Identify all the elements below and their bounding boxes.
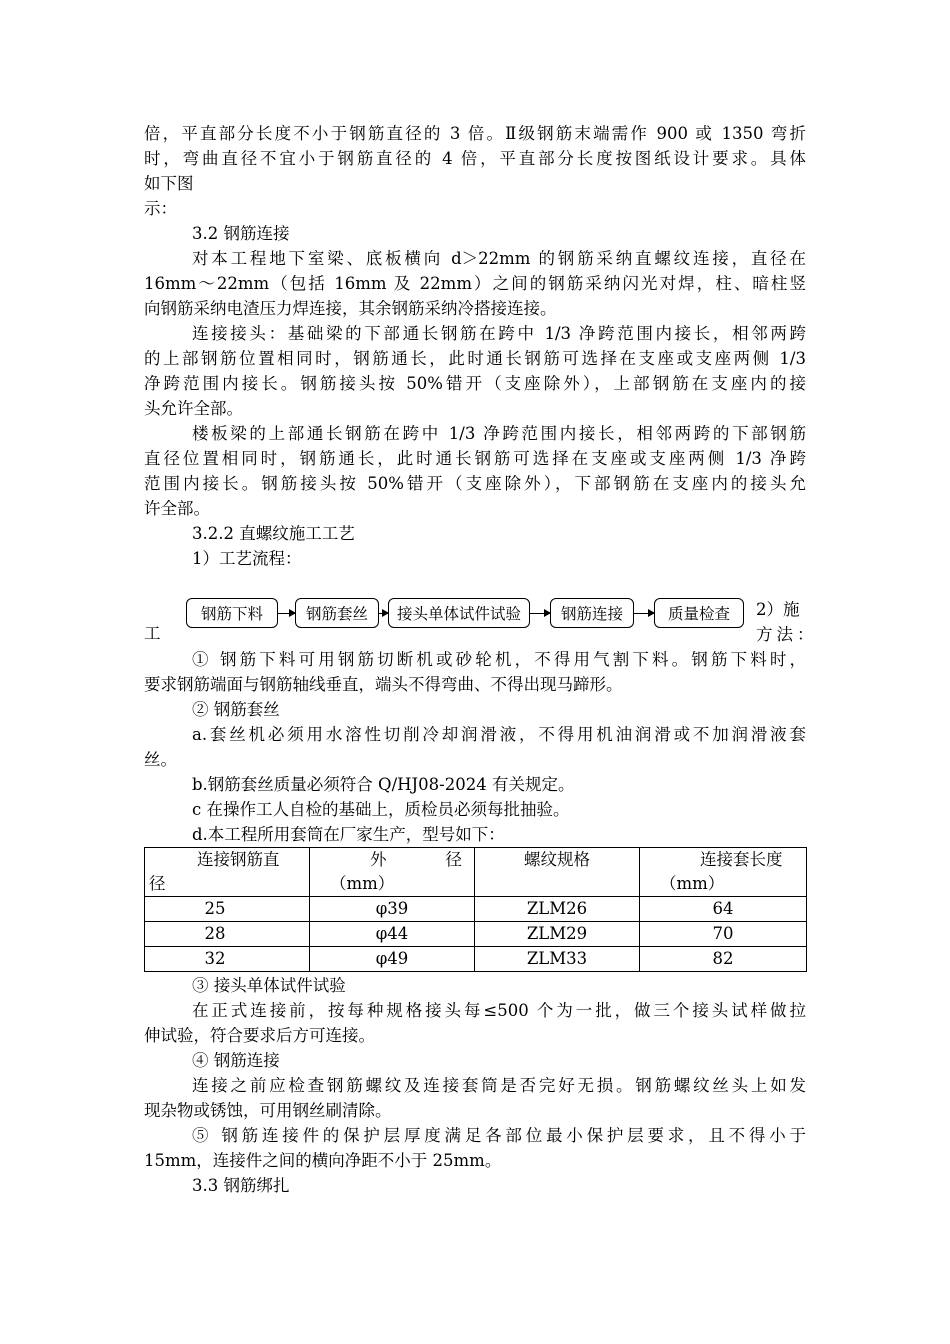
paragraph-line: 现杂物或锈蚀，可用钢丝刷清除。: [144, 1101, 392, 1120]
paragraph-line: ① 钢筋下料可用钢筋切断机或砂轮机，不得用气割下料。钢筋下料时，: [192, 650, 806, 669]
subsection-heading: ② 钢筋套丝: [192, 700, 280, 719]
paragraph-line: a.套丝机必须用水溶性切削冷却润滑液，不得用机油润滑或不加润滑液套: [192, 725, 806, 744]
table-cell: 64: [640, 897, 807, 922]
table-header-cell: [475, 848, 640, 897]
sleeve-spec-table: [144, 847, 807, 972]
paragraph-line: 许全部。: [144, 499, 210, 518]
paragraph-line: 净跨范围内接长。钢筋接头按 50%错开（支座除外），上部钢筋在支座内的接: [144, 374, 806, 393]
header-text: （mm）: [660, 874, 725, 893]
section-heading: 3.2.2 直螺纹施工工艺: [192, 524, 355, 543]
table-header-cell: [310, 848, 475, 897]
flow-step: 钢筋下料: [186, 598, 278, 628]
flow-arrow-icon: [379, 613, 388, 614]
flow-step: 质量检查: [654, 598, 744, 628]
paragraph-line: 16mm～22mm（包括 16mm 及 22mm）之间的钢筋采纳闪光对焊，柱、暗柱竖: [144, 274, 806, 293]
table-row: [145, 947, 807, 972]
header-text: [314, 848, 470, 872]
subsection-heading: ④ 钢筋连接: [192, 1051, 280, 1070]
side-text-left: 工: [144, 624, 161, 643]
paragraph-line: ⑤ 钢筋连接件的保护层厚度满足各部位最小保护层要求，且不得小于: [192, 1126, 806, 1145]
paragraph-line: 伸试验，符合要求后方可连接。: [144, 1026, 375, 1045]
flow-arrow-icon: [634, 613, 654, 614]
paragraph-line: 的上部钢筋位置相同时，钢筋通长，此时通长钢筋可选择在支座或支座两侧 1/3: [144, 349, 806, 368]
header-text: 外: [370, 850, 387, 869]
table-cell: φ39: [310, 897, 475, 922]
flow-step: 钢筋连接: [550, 598, 634, 628]
paragraph-line: 时，弯曲直径不宜小于钢筋直径的 4 倍，平直部分长度按图纸设计要求。具体: [144, 149, 806, 168]
paragraph-line: 在正式连接前，按每种规格接头每≤500 个为一批，做三个接头试样做拉: [192, 1001, 806, 1020]
table-cell: 32: [145, 947, 310, 972]
paragraph-line: b.钢筋套丝质量必须符合 Q/HJ08-2024 有关规定。: [192, 775, 575, 794]
table-header-cell: [640, 848, 807, 897]
flow-step: 接头单体试件试验: [388, 598, 530, 628]
flow-arrow-icon: [278, 613, 295, 614]
table-cell: ZLM29: [475, 922, 640, 947]
subsection-heading: ③ 接头单体试件试验: [192, 976, 346, 995]
table-cell: φ44: [310, 922, 475, 947]
table-header-cell: [145, 848, 310, 897]
header-text: 连接套长度: [700, 850, 783, 869]
paragraph-line: 示：: [144, 199, 177, 218]
header-text: 径: [445, 850, 462, 869]
paragraph-line: 连接接头：基础梁的下部通长钢筋在跨中 1/3 净跨范围内接长，相邻两跨: [192, 324, 806, 343]
paragraph-line: 如下图: [144, 174, 194, 193]
section-heading: 3.3 钢筋绑扎: [192, 1176, 290, 1195]
paragraph-line: 要求钢筋端面与钢筋轴线垂直，端头不得弯曲、不得出现马蹄形。: [144, 675, 623, 694]
paragraph-line: c 在操作工人自检的基础上，质检员必须每批抽验。: [192, 800, 570, 819]
table-cell: ZLM26: [475, 897, 640, 922]
paragraph-line: 头允许全部。: [144, 399, 243, 418]
paragraph-line: 连接之前应检查钢筋螺纹及连接套筒是否完好无损。钢筋螺纹丝头上如发: [192, 1076, 806, 1095]
table-cell: 25: [145, 897, 310, 922]
paragraph-line: 15mm，连接件之间的横向净距不小于 25mm。: [144, 1151, 502, 1170]
paragraph-line: 直径位置相同时，钢筋通长，此时通长钢筋可选择在支座或支座两侧 1/3 净跨: [144, 449, 806, 468]
table-cell: φ49: [310, 947, 475, 972]
paragraph-line: 丝。: [144, 750, 177, 769]
paragraph-line: 范围内接长。钢筋接头按 50%错开（支座除外），下部钢筋在支座内的接头允: [144, 474, 806, 493]
paragraph-line: 向钢筋采纳电渣压力焊连接，其余钢筋采纳冷搭接连接。: [144, 299, 557, 318]
side-text-right: 2）施: [756, 600, 800, 619]
paragraph-line: 楼板梁的上部通长钢筋在跨中 1/3 净跨范围内接长，相邻两跨的下部钢筋: [192, 424, 806, 443]
table-row: [145, 922, 807, 947]
table-cell: 70: [640, 922, 807, 947]
header-text: （mm）: [330, 874, 395, 893]
table-header-row: [145, 848, 807, 897]
table-row: [145, 897, 807, 922]
table-cell: 28: [145, 922, 310, 947]
subsection-heading: 1）工艺流程：: [192, 549, 302, 568]
flow-step: 钢筋套丝: [295, 598, 379, 628]
section-heading: 3.2 钢筋连接: [192, 224, 290, 243]
table-cell: 82: [640, 947, 807, 972]
header-text: 螺纹规格: [524, 850, 590, 869]
paragraph-line: 倍，平直部分长度不小于钢筋直径的 3 倍。Ⅱ级钢筋末端需作 900 或 1350 弯折: [144, 124, 806, 143]
side-text-right: 方法：: [756, 625, 818, 644]
paragraph-line: d.本工程所用套筒在厂家生产，型号如下：: [192, 825, 505, 844]
header-text: 径: [149, 874, 166, 893]
process-flow-chart: [186, 598, 746, 630]
header-text: 连接钢筋直: [197, 850, 280, 869]
paragraph-line: 对本工程地下室梁、底板横向 d＞22mm 的钢筋采纳直螺纹连接，直径在: [192, 249, 806, 268]
flow-arrow-icon: [530, 613, 550, 614]
table-cell: ZLM33: [475, 947, 640, 972]
